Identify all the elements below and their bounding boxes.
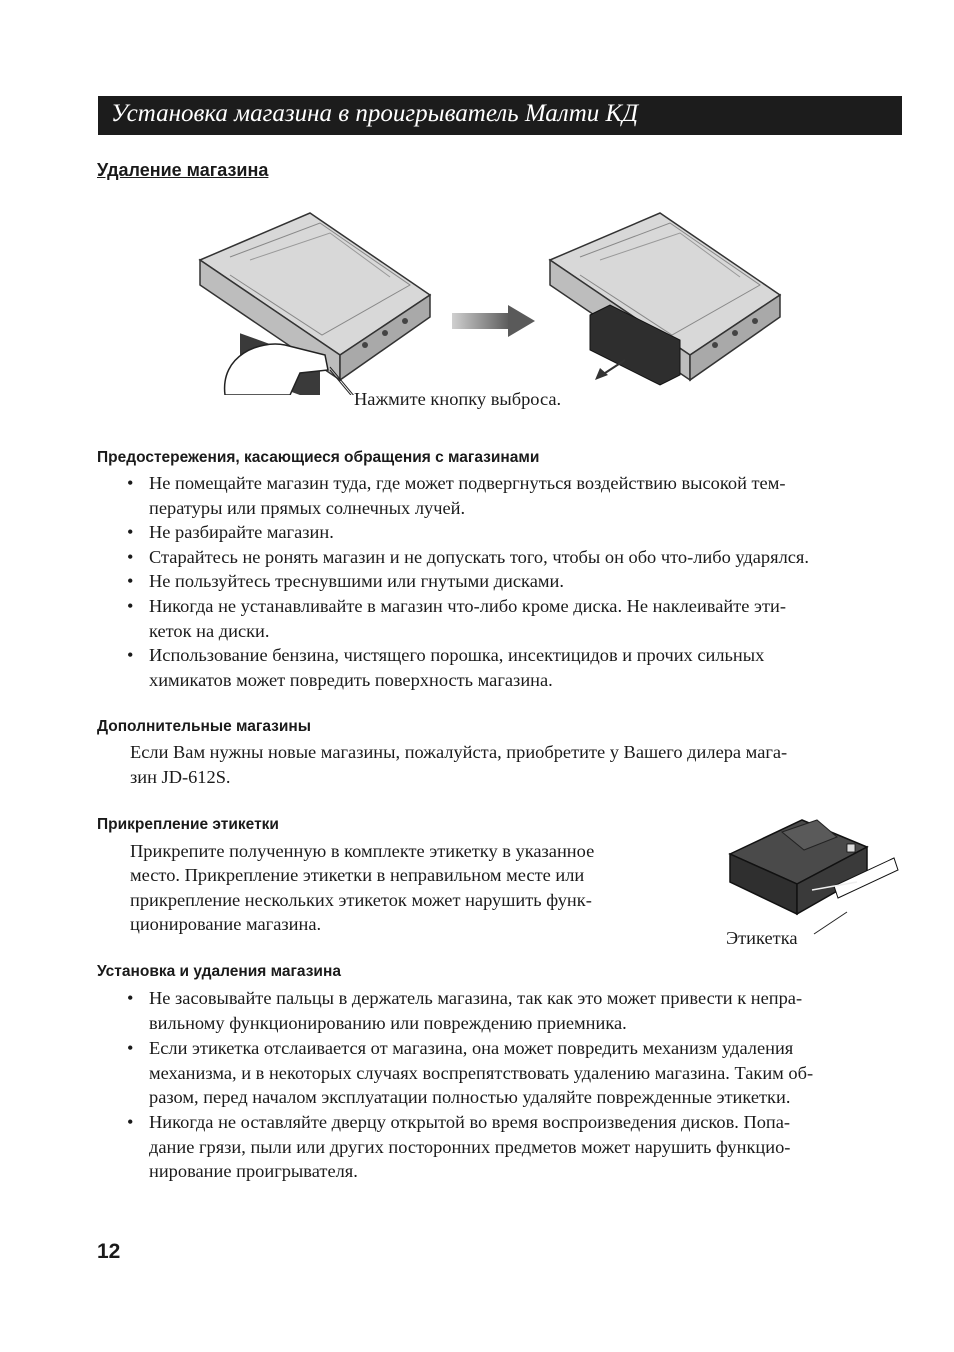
additional-line-2: зин JD-612S. [130, 767, 231, 787]
player-unit-left-image [200, 213, 430, 395]
bullet-icon: • [127, 522, 134, 542]
page-number: 12 [97, 1240, 121, 1263]
bullet-icon: • [127, 1038, 134, 1058]
arrow-right-icon [452, 305, 535, 337]
bullet-icon: • [127, 645, 134, 665]
heading-additional: Дополнительные магазины [97, 718, 311, 735]
removal-caption: Нажмите кнопку выброса. [354, 389, 562, 409]
removal-illustration [190, 205, 800, 395]
page-title: Установка магазина в проигрыватель Малти КД [111, 100, 639, 127]
additional-line-1: Если Вам нужны новые магазины, пожалуйста, приобретите у Вашего дилера мага- [130, 742, 788, 762]
title-bar [98, 96, 902, 135]
heading-precautions: Предостережения, касающиеся обращения с магазинами [97, 449, 540, 466]
player-unit-right-image [550, 213, 780, 385]
bullet-icon: • [127, 596, 134, 616]
bullet-icon: • [127, 547, 134, 567]
heading-removal: Удаление магазина [97, 160, 269, 180]
bullet-icon: • [127, 1112, 134, 1132]
bullet-icon: • [127, 988, 134, 1008]
label-caption: Этикетка [726, 928, 798, 948]
bullet-icon: • [127, 473, 134, 493]
label-line-2: место. Прикрепление этикетки в неправильном месте или [130, 865, 585, 885]
magazine-illustration [722, 812, 907, 947]
label-line-4: ционирование магазина. [130, 914, 322, 934]
bullet-icon: • [127, 571, 134, 591]
label-line-1: Прикрепите полученную в комплекте этикетку в указанное [130, 841, 595, 861]
label-line-3: прикрепление нескольких этикеток может нарушить функ- [130, 890, 592, 910]
heading-install: Установка и удаления магазина [97, 963, 341, 980]
heading-label: Прикрепление этикетки [97, 816, 279, 833]
